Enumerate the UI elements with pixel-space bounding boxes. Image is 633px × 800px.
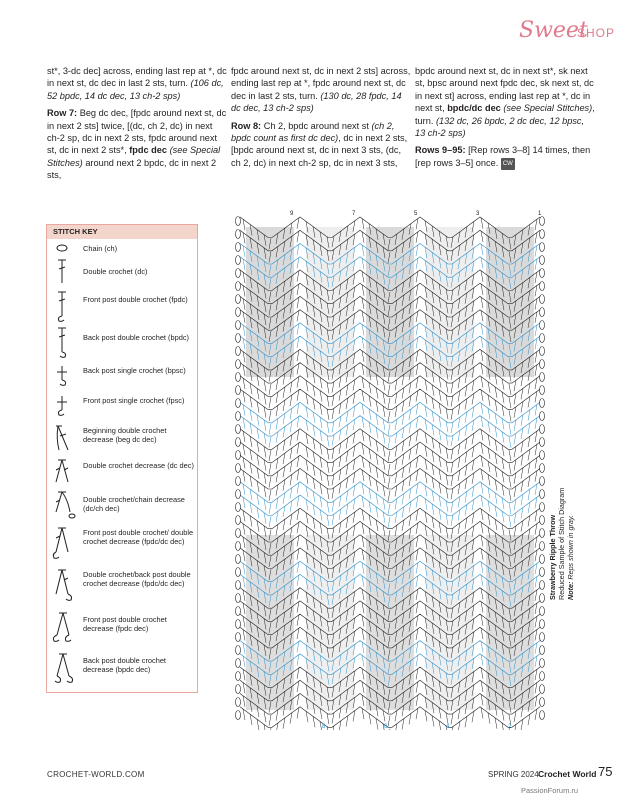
key-item-chain: Chain (ch): [47, 241, 197, 255]
brand-shop: SHOP: [577, 26, 616, 40]
col2-paragraph-1: fpdc around next st, dc in next 2 sts] across, ending last rep at *, fpdc around next st, dc dec in last 2 sts, turn. (130 dc, 28 fpdc, 14 dc dec, 13 ch-2 sps): [231, 66, 411, 114]
row-number-top: 7: [352, 211, 356, 217]
caption-note-text: Reps shown in gray.: [566, 515, 575, 580]
key-item-fpsc: Front post single crochet (fpsc): [47, 392, 197, 420]
key-item-dc-bpdc-dec: Double crochet/back post double crochet decrease (fpdc/dc dec): [47, 566, 197, 606]
bpdc-dec-symbol-icon: [50, 650, 80, 688]
row-number-top: 1: [538, 211, 542, 217]
diagram-caption: [548, 380, 575, 600]
footer-magazine: Crochet World: [538, 769, 597, 779]
page-number: 75: [598, 764, 613, 779]
dc-ch-dec-symbol-icon: [50, 488, 80, 522]
key-item-bpdc-dec: Back post double crochet decrease (bpdc dec): [47, 650, 197, 688]
row-number-bottom: 8: [322, 724, 326, 730]
watermark: PassionForum.ru: [521, 786, 579, 795]
stitch-key-title: STITCH KEY: [47, 225, 197, 239]
key-item-dc: Double crochet (dc): [47, 257, 197, 287]
row-number-top: 3: [476, 211, 480, 217]
key-item-bpsc: Back post single crochet (bpsc): [47, 362, 197, 390]
key-item-fpdc-dec: Front post double crochet decrease (fpdc dec): [47, 609, 197, 647]
dc-symbol-icon: [50, 257, 80, 287]
beg-dc-dec-symbol-icon: [50, 422, 80, 454]
footer-website: CROCHET-WORLD.COM: [47, 770, 145, 779]
text-column-1: [47, 65, 227, 187]
stitch-key: [46, 224, 198, 693]
caption-subtitle: Reduced Sample of Stitch Diagram: [557, 487, 566, 600]
fpdc-dec-symbol-icon: [50, 609, 80, 647]
col1-paragraph-1: st*, 3-dc dec] across, ending last rep at *, dc in next st, dc dec in last 2 sts, turn. (106 dc, 52 bpdc, 14 dc dec, 13 ch-2 sps): [47, 66, 227, 101]
fpdc-dc-dec-symbol-icon: [50, 524, 80, 564]
col3-paragraph-1: bpdc around next st, dc in next st*, sk next st, bpsc around next fpdc dec, sk next st, dc in next st] across, ending last rep at *, dc in next st, bpdc/dc dec (see Special Stitches), turn. (132 dc, 26 bpdc, 2 dc dec, 12 bpsc, 13 ch-2 sps): [415, 66, 595, 139]
key-item-fpdc: Front post double crochet (fpdc): [47, 289, 197, 323]
col2-paragraph-2: Row 8: Ch 2, bpdc around next st (ch 2, bpdc count as first dc dec), dc in next 2 sts, [bpdc around next st, dc in next 3 sts, (dc, ch 2, dc) in next ch-2 sp, dc in next 3 sts,: [231, 120, 408, 168]
footer-issue: SPRING 2024: [488, 770, 539, 779]
dc-bpdc-dec-symbol-icon: [50, 566, 80, 606]
row-number-top: 5: [414, 211, 418, 217]
gray-repeat-shading: [246, 227, 534, 710]
caption-title: Strawberry Ripple Throw: [548, 514, 557, 600]
text-column-3: [415, 65, 595, 175]
dc-dec-symbol-icon: [50, 456, 80, 486]
fpdc-symbol-icon: [50, 289, 80, 323]
bpsc-symbol-icon: [50, 362, 80, 390]
row-number-bottom: 6: [384, 724, 388, 730]
key-item-dc-dec: Double crochet decrease (dc dec): [47, 456, 197, 486]
row-number-top: 9: [290, 211, 294, 217]
caption-note-label: Note:: [566, 581, 575, 600]
text-column-2: [231, 65, 411, 174]
chain-symbol-icon: [50, 241, 80, 255]
bpdc-symbol-icon: [50, 325, 80, 359]
row-number-bottom: 2: [508, 724, 512, 730]
col3-paragraph-2: Rows 9–95: [Rep rows 3–8] 14 times, then [rep rows 3–5] once. CW: [415, 144, 595, 170]
key-item-dc-ch-dec: Double crochet/chain decrease (dc/ch dec): [47, 488, 197, 522]
key-item-fpdc-dc-dec: Front post double crochet/ double crochet decrease (fpdc/dc dec): [47, 524, 197, 564]
col1-paragraph-2: Row 7: Beg dc dec, [fpdc around next st, dc in next 2 sts] twice, [(dc, ch 2, dc) in next ch-2 sp, dc in next 2 sts, fpdc around next st, dc in next 2 sts*, fpdc dec (see Special Stitches) around next 2 bpdc, dc in next 2 sts,: [47, 108, 227, 181]
key-item-beg-dc-dec: Beginning double crochet decrease (beg dc dec): [47, 422, 197, 454]
end-mark: CW: [501, 158, 515, 170]
brand-script: Sweet: [519, 18, 588, 43]
stitch-diagram: [230, 205, 550, 730]
fpsc-symbol-icon: [50, 392, 80, 420]
key-item-bpdc: Back post double crochet (bpdc): [47, 325, 197, 359]
brand-logo: [519, 18, 619, 48]
row-number-bottom: 4: [446, 724, 450, 730]
